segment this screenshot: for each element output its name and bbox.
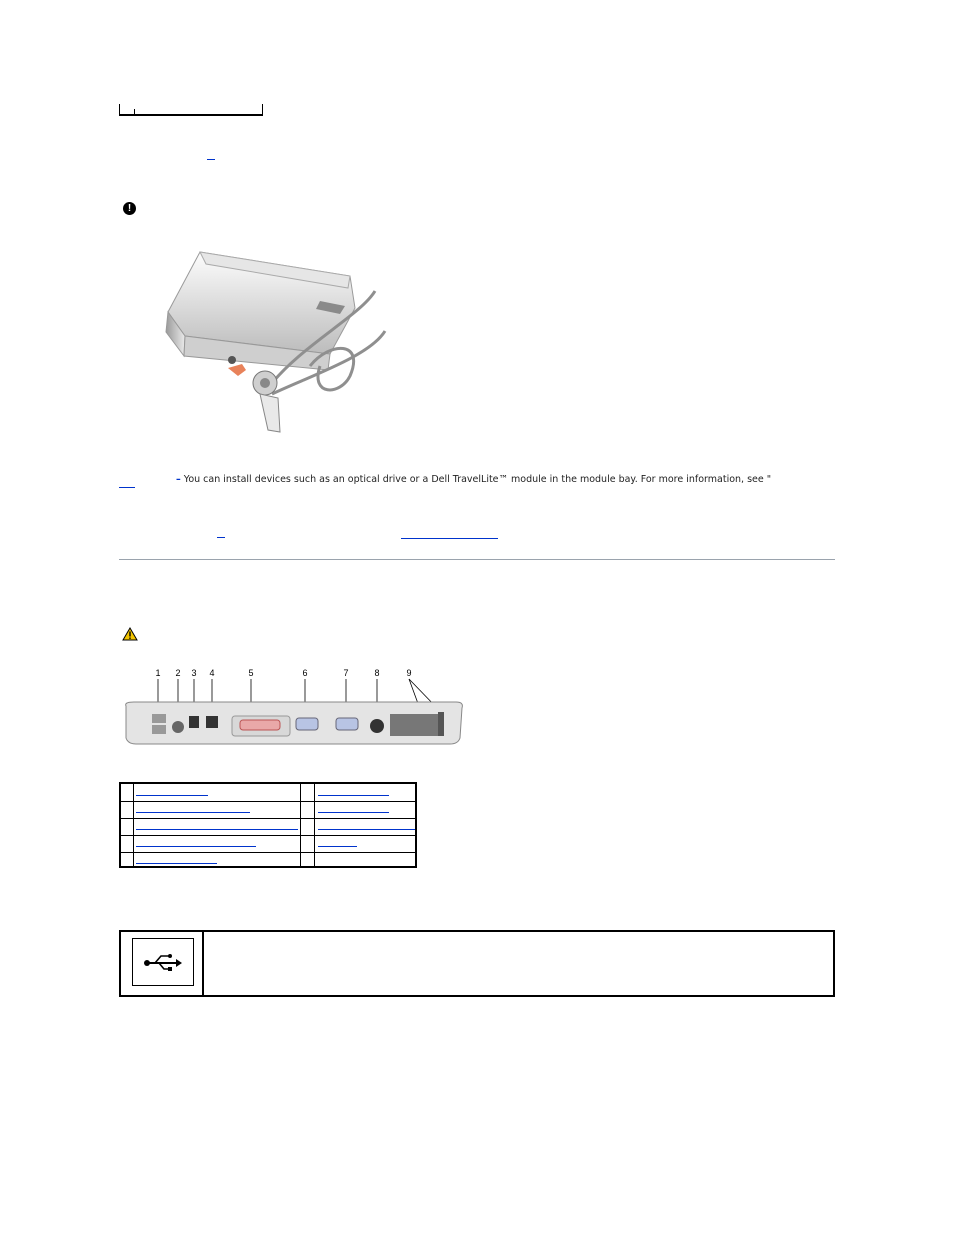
table-row [121,818,415,836]
port-link-6[interactable] [318,794,389,796]
callout-numbers [155,668,411,678]
callout-5: 5 [248,668,254,678]
usb-icon-frame [132,938,194,986]
port-link-2[interactable] [136,811,250,813]
port-link-3[interactable] [136,828,298,830]
port-link-7[interactable] [318,811,389,813]
usb-icon [143,952,183,972]
notice-icon: ! [123,202,136,215]
port-link-4[interactable] [136,845,256,847]
callout-4: 4 [209,668,215,678]
heading-link-bar[interactable] [119,104,263,116]
callout-9: 9 [406,668,412,678]
rear-ports-table [119,782,417,868]
table-row [121,801,415,819]
port-link-1[interactable] [136,794,208,796]
port-link-8[interactable] [318,828,415,830]
security-cable-illustration [160,246,390,446]
related-topic-link[interactable] [401,531,498,539]
usb-connector-box [119,930,835,997]
note-marker: – [176,474,181,485]
callout-3: 3 [191,668,197,678]
callout-2: 2 [175,668,181,678]
inline-link-stub-2[interactable] [217,531,225,538]
inline-link-stub[interactable] [207,150,215,160]
table-row [121,784,415,802]
module-bay-link-continued[interactable] [119,486,135,488]
callout-7: 7 [343,668,349,678]
table-row [121,835,415,853]
section-divider [119,559,835,560]
port-link-5[interactable] [136,862,217,864]
caution-icon [122,627,138,641]
rear-view-illustration [120,664,466,750]
port-link-9[interactable] [318,845,357,847]
callout-8: 8 [374,668,380,678]
table-row [121,852,415,869]
callout-6: 6 [302,668,308,678]
callout-1: 1 [155,668,161,678]
module-bay-note [176,472,826,502]
module-bay-link[interactable] [176,488,254,497]
note-body: You can install devices such as an optical drive or a Dell TravelLite™ module in the module bay. For more information, see " [183,474,772,485]
